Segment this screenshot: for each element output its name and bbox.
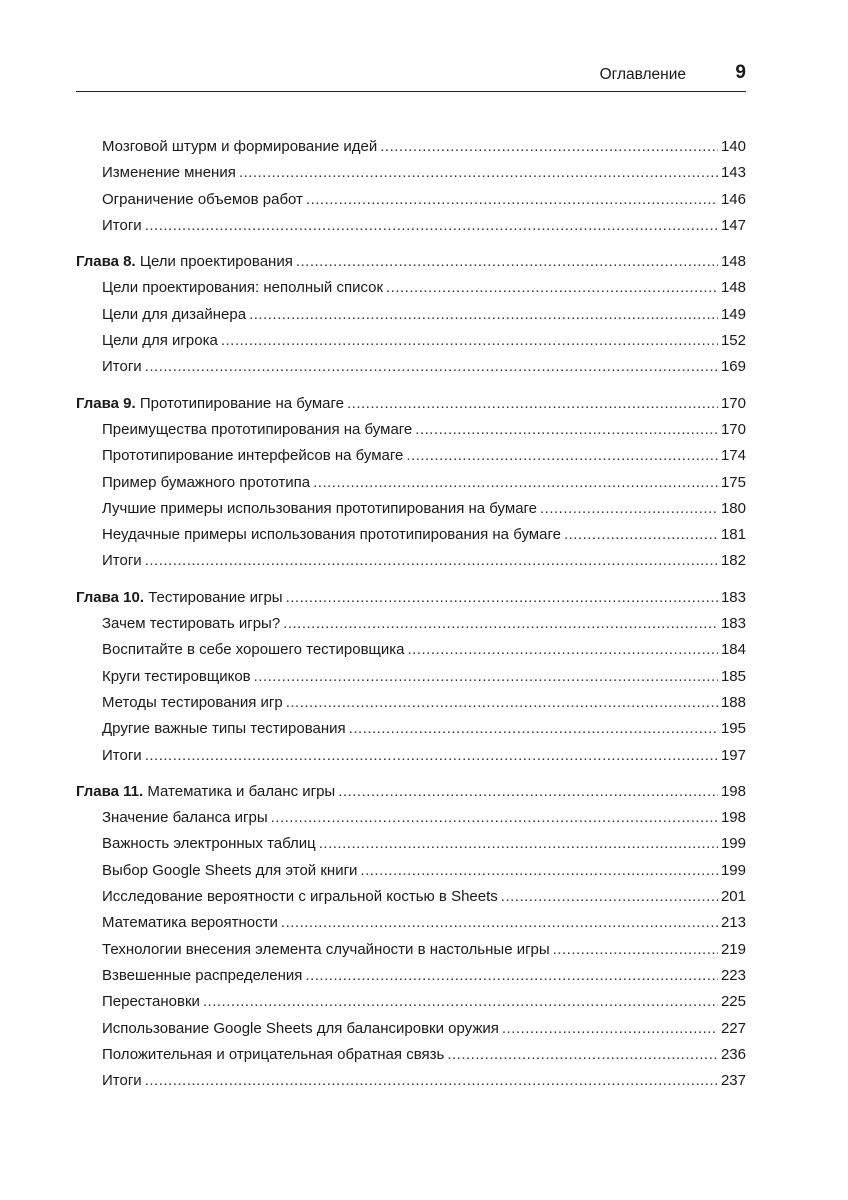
header-title: Оглавление bbox=[599, 66, 686, 83]
toc-entry-title: Воспитайте в себе хорошего тестировщика bbox=[102, 641, 405, 659]
toc-entry-title: Итоги bbox=[102, 552, 142, 570]
dot-leader bbox=[406, 443, 718, 469]
chapter-label: Глава 8. bbox=[76, 253, 136, 271]
dot-leader bbox=[360, 858, 718, 884]
chapter-heading[interactable] bbox=[76, 585, 746, 611]
toc-entry-title: Пример бумажного прототипа bbox=[102, 473, 311, 491]
chapter-name: Тестирование игры bbox=[148, 588, 283, 606]
toc-entry-page: 143 bbox=[720, 164, 746, 182]
header-page-number: 9 bbox=[735, 62, 746, 83]
toc-entry[interactable] bbox=[76, 963, 746, 989]
toc-entry-title: Изменение мнения bbox=[102, 164, 236, 182]
toc-entry-page: 182 bbox=[720, 552, 746, 570]
toc-entry[interactable] bbox=[76, 716, 746, 742]
toc-entry-page: 227 bbox=[720, 1019, 746, 1037]
toc-entry-title: Зачем тестировать игры? bbox=[102, 615, 281, 633]
toc-entry[interactable] bbox=[76, 743, 746, 769]
toc-entry-title: Положительная и отрицательная обратная связь bbox=[102, 1045, 445, 1063]
dot-leader bbox=[283, 611, 718, 637]
toc-entry[interactable] bbox=[76, 664, 746, 690]
dot-leader bbox=[313, 470, 718, 496]
toc-entry-page: 236 bbox=[720, 1045, 746, 1063]
toc-entry[interactable] bbox=[76, 1068, 746, 1094]
chapter-block bbox=[76, 249, 746, 380]
dot-leader bbox=[408, 637, 718, 663]
chapter-block bbox=[76, 391, 746, 575]
chapter-label: Глава 10. bbox=[76, 588, 145, 606]
toc-entry-title: Прототипирование интерфейсов на бумаге bbox=[102, 447, 404, 465]
toc-entry-page: 219 bbox=[720, 940, 746, 958]
toc-entry-page: 148 bbox=[720, 279, 746, 297]
toc-entry[interactable] bbox=[76, 417, 746, 443]
toc-entry-page: 170 bbox=[720, 420, 746, 438]
toc-entry-page: 152 bbox=[720, 332, 746, 350]
chapter-title bbox=[76, 779, 335, 805]
dot-leader bbox=[447, 1042, 718, 1068]
toc-entry-page: 223 bbox=[720, 966, 746, 984]
dot-leader bbox=[145, 743, 718, 769]
toc-entry-page: 199 bbox=[720, 835, 746, 853]
chapter-label: Глава 9. bbox=[76, 394, 136, 412]
chapter-heading[interactable] bbox=[76, 391, 746, 417]
dot-leader bbox=[271, 805, 718, 831]
dot-leader bbox=[349, 716, 718, 742]
toc-entry-title: Неудачные примеры использования прототипирования на бумаге bbox=[102, 526, 561, 544]
dot-leader bbox=[239, 160, 718, 186]
toc-entry-page: 181 bbox=[720, 526, 746, 544]
dot-leader bbox=[380, 134, 718, 160]
dot-leader bbox=[540, 496, 718, 522]
toc-entry-title: Перестановки bbox=[102, 993, 200, 1011]
toc-entry-title: Важность электронных таблиц bbox=[102, 835, 316, 853]
toc-entry-title: Математика вероятности bbox=[102, 914, 278, 932]
chapter-heading[interactable] bbox=[76, 779, 746, 805]
toc-entry-page: 185 bbox=[720, 667, 746, 685]
toc-entry-page: 213 bbox=[720, 914, 746, 932]
dot-leader bbox=[221, 328, 718, 354]
dot-leader bbox=[145, 354, 718, 380]
dot-leader bbox=[415, 417, 718, 443]
toc-entry[interactable] bbox=[76, 470, 746, 496]
toc-entry[interactable] bbox=[76, 1016, 746, 1042]
toc-entry-page: 180 bbox=[720, 499, 746, 517]
chapter-name: Математика и баланс игры bbox=[147, 782, 336, 800]
toc-entry-title: Итоги bbox=[102, 1072, 142, 1090]
dot-leader bbox=[249, 302, 718, 328]
toc-entry-title: Исследование вероятности с игральной костью в Sheets bbox=[102, 888, 498, 906]
toc-entry[interactable] bbox=[76, 187, 746, 213]
toc-entry[interactable] bbox=[76, 302, 746, 328]
toc-entry[interactable] bbox=[76, 522, 746, 548]
chapter-name: Прототипирование на бумаге bbox=[139, 394, 344, 412]
toc-entry-page: 184 bbox=[720, 641, 746, 659]
dot-leader bbox=[347, 391, 718, 417]
toc-entry[interactable] bbox=[76, 160, 746, 186]
toc-entry-title: Ограничение объемов работ bbox=[102, 190, 303, 208]
toc-entry[interactable] bbox=[76, 831, 746, 857]
toc-entry-title: Итоги bbox=[102, 358, 142, 376]
toc-entry-page: 146 bbox=[720, 190, 746, 208]
toc-entry[interactable] bbox=[76, 496, 746, 522]
dot-leader bbox=[305, 963, 718, 989]
dot-leader bbox=[319, 831, 718, 857]
toc-entry-page: 188 bbox=[720, 693, 746, 711]
dot-leader bbox=[286, 690, 718, 716]
toc-entry[interactable] bbox=[76, 354, 746, 380]
toc-entry[interactable] bbox=[76, 637, 746, 663]
toc-entry-title: Значение баланса игры bbox=[102, 809, 268, 827]
toc-entry[interactable] bbox=[76, 937, 746, 963]
toc-entry-page: 225 bbox=[720, 993, 746, 1011]
toc-entry-page: 237 bbox=[720, 1072, 746, 1090]
toc-entry-page: 174 bbox=[720, 447, 746, 465]
dot-leader bbox=[306, 187, 718, 213]
toc-entry-title: Цели для дизайнера bbox=[102, 305, 247, 323]
toc-entry-title: Другие важные типы тестирования bbox=[102, 720, 346, 738]
dot-leader bbox=[502, 1016, 718, 1042]
toc-entry-title: Мозговой штурм и формирование идей bbox=[102, 138, 378, 155]
toc-entry[interactable] bbox=[76, 548, 746, 574]
toc-entry-page: 183 bbox=[720, 615, 746, 633]
toc-entry-page: 199 bbox=[720, 861, 746, 879]
toc-entry-page: 195 bbox=[720, 720, 746, 738]
dot-leader bbox=[338, 779, 718, 805]
toc-entry-title: Цели для игрока bbox=[102, 332, 218, 350]
chapter-page: 148 bbox=[720, 253, 746, 271]
chapter-label: Глава 11. bbox=[76, 782, 144, 800]
toc-entry[interactable] bbox=[76, 805, 746, 831]
toc-entry[interactable] bbox=[76, 884, 746, 910]
toc-entry-page: 201 bbox=[720, 888, 746, 906]
toc-entry-title: Использование Google Sheets для балансировки оружия bbox=[102, 1019, 499, 1037]
toc-entry[interactable] bbox=[76, 989, 746, 1015]
toc-entry[interactable] bbox=[76, 611, 746, 637]
dot-leader bbox=[281, 910, 718, 936]
toc-entry[interactable] bbox=[76, 858, 746, 884]
toc-entry-title: Выбор Google Sheets для этой книги bbox=[102, 861, 358, 879]
dot-leader bbox=[296, 249, 718, 275]
toc-entry[interactable] bbox=[76, 328, 746, 354]
table-of-contents bbox=[76, 134, 746, 1104]
chapter-title bbox=[76, 585, 283, 611]
chapter-block bbox=[76, 779, 746, 1095]
dot-leader bbox=[145, 548, 718, 574]
toc-entry-title: Методы тестирования игр bbox=[102, 693, 283, 711]
toc-entry-page: 169 bbox=[720, 358, 746, 376]
dot-leader bbox=[501, 884, 718, 910]
running-header bbox=[76, 60, 746, 92]
toc-entry-title: Цели проектирования: неполный список bbox=[102, 279, 384, 297]
chapter-page: 170 bbox=[720, 394, 746, 412]
dot-leader bbox=[145, 213, 718, 239]
toc-entry[interactable] bbox=[76, 213, 746, 239]
toc-entry-page: 197 bbox=[720, 746, 746, 764]
chapter-name: Цели проектирования bbox=[139, 253, 293, 271]
dot-leader bbox=[386, 275, 718, 301]
chapter-list bbox=[76, 249, 746, 1094]
chapter-title bbox=[76, 391, 344, 417]
toc-entry-title: Итоги bbox=[102, 216, 142, 234]
toc-entry-title: Взвешенные распределения bbox=[102, 966, 303, 984]
toc-entry-title: Преимущества прототипирования на бумаге bbox=[102, 420, 413, 438]
chapter-page: 198 bbox=[720, 782, 746, 800]
toc-entry-page: 140 bbox=[720, 138, 746, 155]
dot-leader bbox=[203, 989, 718, 1015]
toc-entry-page: 147 bbox=[720, 216, 746, 234]
toc-entry-title: Круги тестировщиков bbox=[102, 667, 251, 685]
toc-entry-page: 198 bbox=[720, 809, 746, 827]
chapter-page: 183 bbox=[720, 588, 746, 606]
dot-leader bbox=[564, 522, 718, 548]
toc-entry[interactable] bbox=[76, 690, 746, 716]
toc-entry[interactable] bbox=[76, 910, 746, 936]
toc-entry[interactable] bbox=[76, 275, 746, 301]
toc-entry-title: Лучшие примеры использования прототипирования на бумаге bbox=[102, 499, 538, 517]
toc-entry-title: Итоги bbox=[102, 746, 142, 764]
toc-entry-title: Технологии внесения элемента случайности в настольные игры bbox=[102, 940, 550, 958]
chapter-block bbox=[76, 585, 746, 769]
toc-entry-page: 149 bbox=[720, 305, 746, 323]
dot-leader bbox=[286, 585, 718, 611]
toc-entry[interactable] bbox=[76, 134, 746, 160]
chapter-heading[interactable] bbox=[76, 249, 746, 275]
dot-leader bbox=[553, 937, 718, 963]
continued-section bbox=[76, 134, 746, 239]
dot-leader bbox=[254, 664, 718, 690]
toc-entry[interactable] bbox=[76, 1042, 746, 1068]
toc-entry[interactable] bbox=[76, 443, 746, 469]
chapter-title bbox=[76, 249, 293, 275]
toc-entry-page: 175 bbox=[720, 473, 746, 491]
dot-leader bbox=[145, 1068, 718, 1094]
